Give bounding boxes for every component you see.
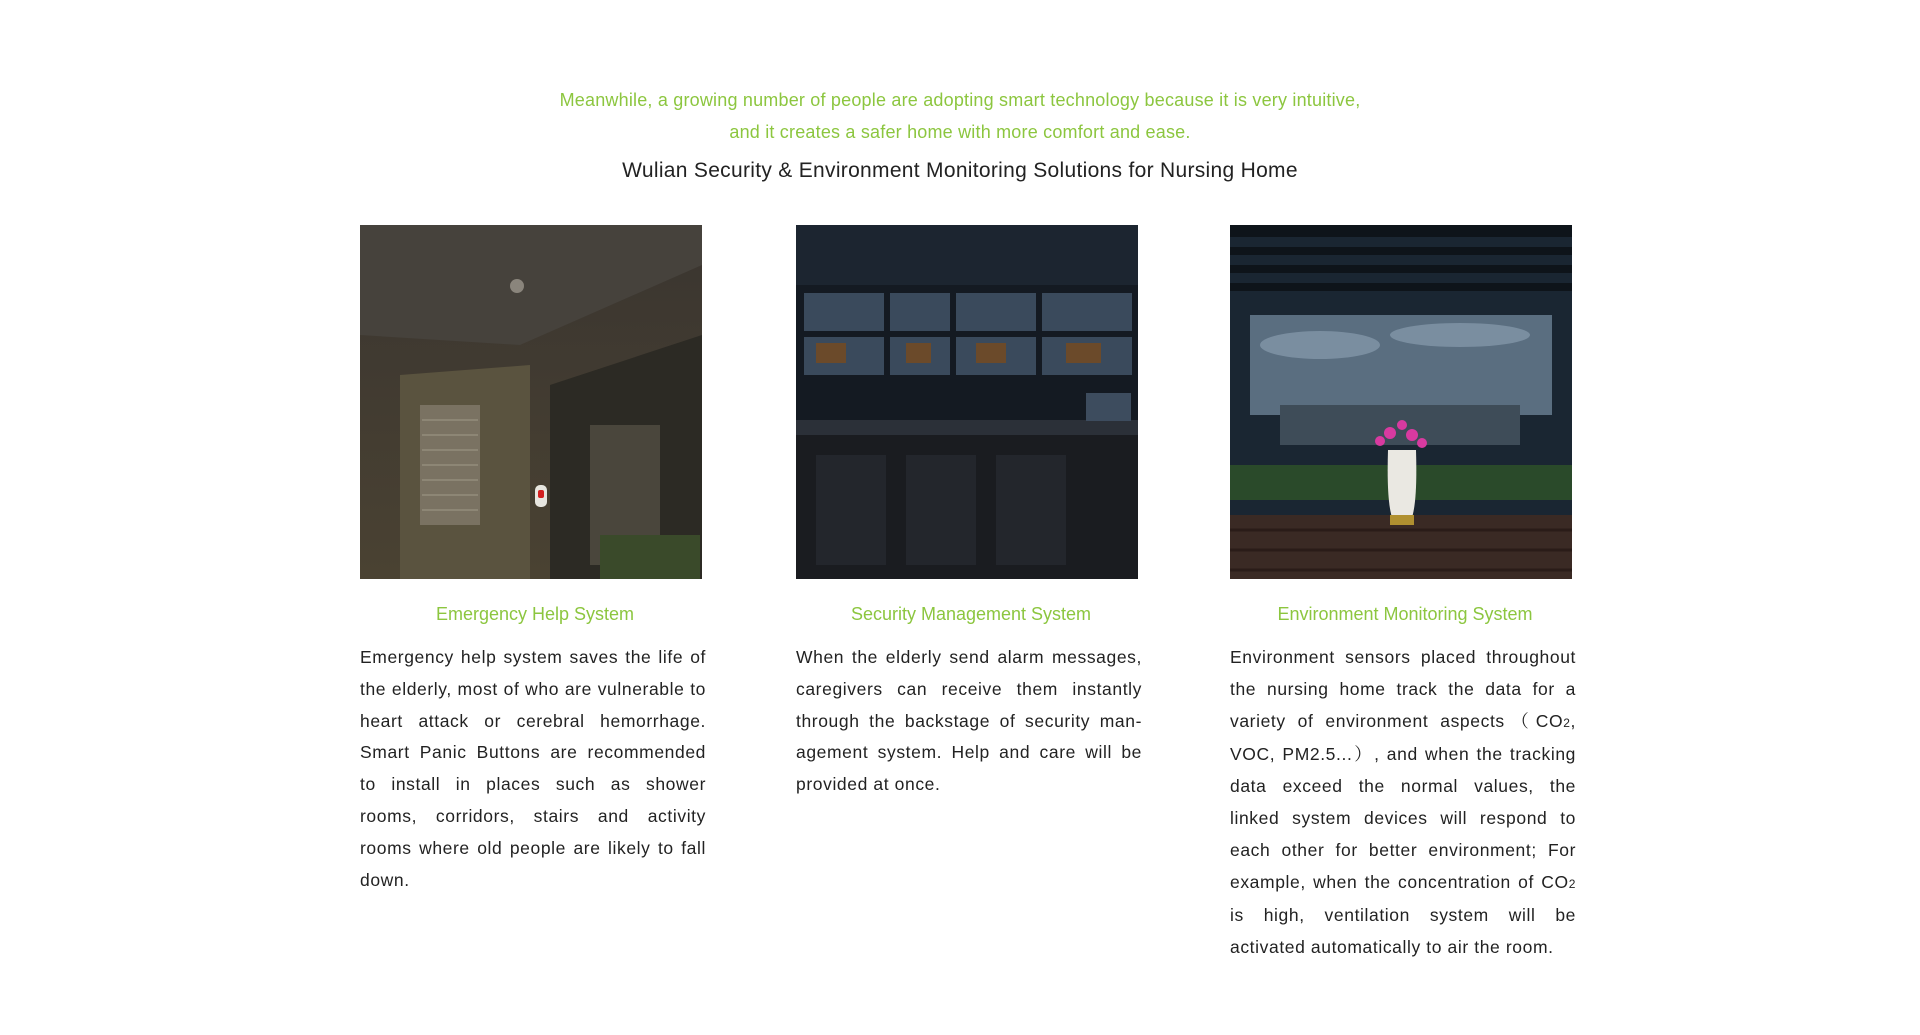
security-management-description	[796, 642, 1142, 801]
env-body-part-2: , VOC, PM2.5...）, and when the tracking data exceed the normal values, the linked system devices will respond to each other for better environment; For example, when the concentration of CO	[1230, 710, 1576, 892]
security-management-body: When the elderly send alarm messages, caregivers can receive them instantly through the backstage of security man-agement system. Help and care will be provided at once.	[796, 647, 1142, 795]
security-management-title: Security Management System	[850, 604, 1092, 624]
bathroom-photo	[360, 225, 702, 579]
intro-line-2: and it creates a safer home with more comfort and ease.	[729, 122, 1191, 142]
column-emergency-help	[360, 225, 710, 896]
env-body-part-3: is high, ventilation system will be activated automatically to air the room.	[1230, 905, 1576, 958]
intro-line-1: Meanwhile, a growing number of people are adopting smart technology because it is very intuitive,	[559, 90, 1361, 110]
intro-text	[0, 84, 1920, 148]
security-control-room-photo	[796, 225, 1138, 579]
page-title: Wulian Security & Environment Monitoring Solutions for Nursing Home	[622, 159, 1298, 182]
environment-sensor-photo	[1230, 225, 1572, 579]
emergency-help-description	[360, 642, 706, 896]
environment-monitoring-title: Environment Monitoring System	[1277, 604, 1533, 624]
emergency-help-title: Emergency Help System	[435, 604, 635, 624]
environment-monitoring-description	[1230, 642, 1576, 964]
environment-monitoring-body	[1230, 642, 1576, 964]
env-body-part-1: Environment sensors placed throughout the nursing home track the data for a variety of environment aspects（CO	[1230, 647, 1576, 731]
env-body-sub-1: 2	[1563, 715, 1571, 730]
column-security-management	[796, 225, 1146, 801]
emergency-help-body: Emergency help system saves the life of the elderly, most of who are vulnerable to heart attack or cerebral hemorrhage. Smart Panic Buttons are recommended to install in places such as shower rooms, corridors, stairs and activity rooms where old people are likely to fall down.	[360, 647, 706, 890]
column-environment-monitoring	[1230, 225, 1580, 964]
env-body-sub-2: 2	[1568, 876, 1576, 891]
